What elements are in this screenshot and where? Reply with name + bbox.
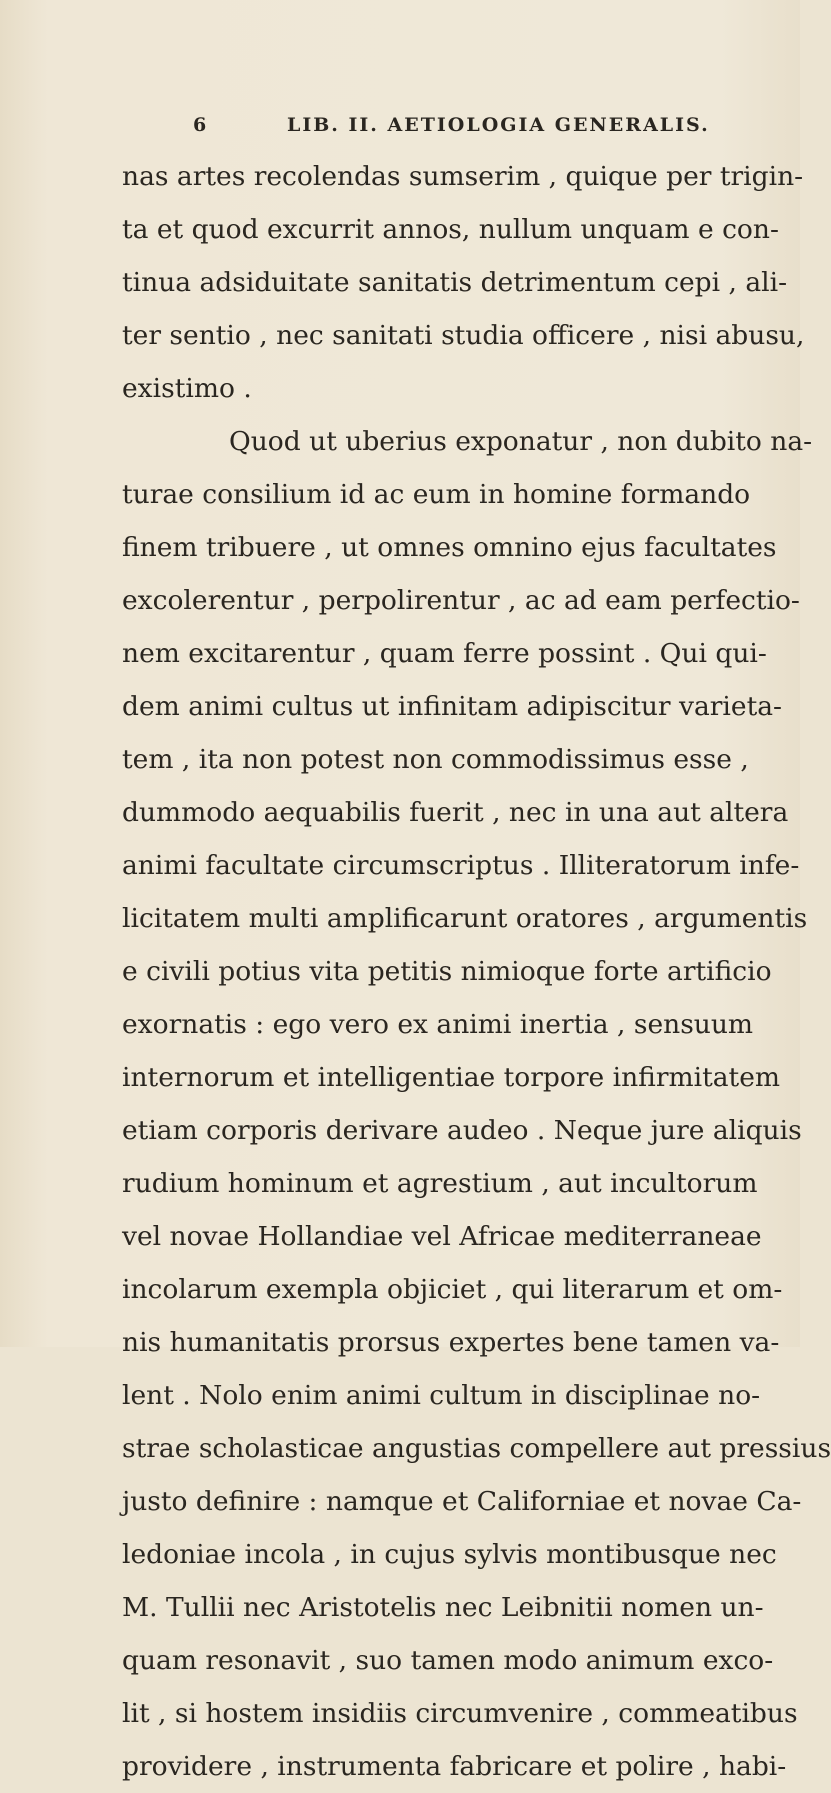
text-line: strae scholasticae angustias compellere aut pressius bbox=[122, 1433, 831, 1464]
text-line: dummodo aequabilis fuerit , nec in una aut altera bbox=[122, 797, 789, 828]
text-line: justo definire : namque et Californiae et novae Ca- bbox=[122, 1486, 802, 1517]
body-text bbox=[122, 150, 831, 1793]
text-line: dem animi cultus ut infinitam adipiscitur varieta- bbox=[122, 691, 782, 722]
text-line: etiam corporis derivare audeo . Neque jure aliquis bbox=[122, 1115, 802, 1146]
text-line: quam resonavit , suo tamen modo animum exco- bbox=[122, 1645, 774, 1676]
paragraph-start-line: Quod ut uberius exponatur , non dubito na- bbox=[229, 426, 813, 457]
text-line: ter sentio , nec sanitati studia officere , nisi abusu, bbox=[122, 320, 805, 351]
text-line: nem excitarentur , quam ferre possint . Qui qui- bbox=[122, 638, 767, 669]
text-line: providere , instrumenta fabricare et polire , habi- bbox=[122, 1751, 787, 1782]
text-line: rudium hominum et agrestium , aut incultorum bbox=[122, 1168, 758, 1199]
text-line: existimo . bbox=[122, 373, 252, 404]
text-line: lit , si hostem insidiis circumvenire , commeatibus bbox=[122, 1698, 798, 1729]
page-number: 6 bbox=[193, 114, 209, 136]
running-title: LIB. II. AETIOLOGIA GENERALIS. bbox=[287, 114, 710, 136]
text-line: vel novae Hollandiae vel Africae mediterraneae bbox=[122, 1221, 762, 1252]
text-line: nas artes recolendas sumserim , quique per trigin- bbox=[122, 161, 804, 192]
text-line: animi facultate circumscriptus . Illiteratorum infe- bbox=[122, 850, 800, 881]
text-line: e civili potius vita petitis nimioque forte artificio bbox=[122, 956, 772, 987]
text-line: excolerentur , perpolirentur , ac ad eam perfectio- bbox=[122, 585, 800, 616]
text-line: tem , ita non potest non commodissimus esse , bbox=[122, 744, 749, 775]
text-line: nis humanitatis prorsus expertes bene tamen va- bbox=[122, 1327, 780, 1358]
text-line: turae consilium id ac eum in homine formando bbox=[122, 479, 751, 510]
text-line: internorum et intelligentiae torpore infirmitatem bbox=[122, 1062, 781, 1093]
text-line: lent . Nolo enim animi cultum in disciplinae no- bbox=[122, 1380, 761, 1411]
text-line: finem tribuere , ut omnes omnino ejus facultates bbox=[122, 532, 777, 563]
text-line: ledoniae incola , in cujus sylvis montibusque nec bbox=[122, 1539, 777, 1570]
text-line: incolarum exempla objiciet , qui literarum et om- bbox=[122, 1274, 783, 1305]
text-line: M. Tullii nec Aristotelis nec Leibnitii nomen un- bbox=[122, 1592, 764, 1623]
text-line: exornatis : ego vero ex animi inertia , sensuum bbox=[122, 1009, 754, 1040]
page-header bbox=[193, 114, 740, 144]
text-line: licitatem multi amplificarunt oratores , argumentis bbox=[122, 903, 808, 934]
text-line: tinua adsiduitate sanitatis detrimentum cepi , ali- bbox=[122, 267, 788, 298]
text-line: ta et quod excurrit annos, nullum unquam e con- bbox=[122, 214, 779, 245]
